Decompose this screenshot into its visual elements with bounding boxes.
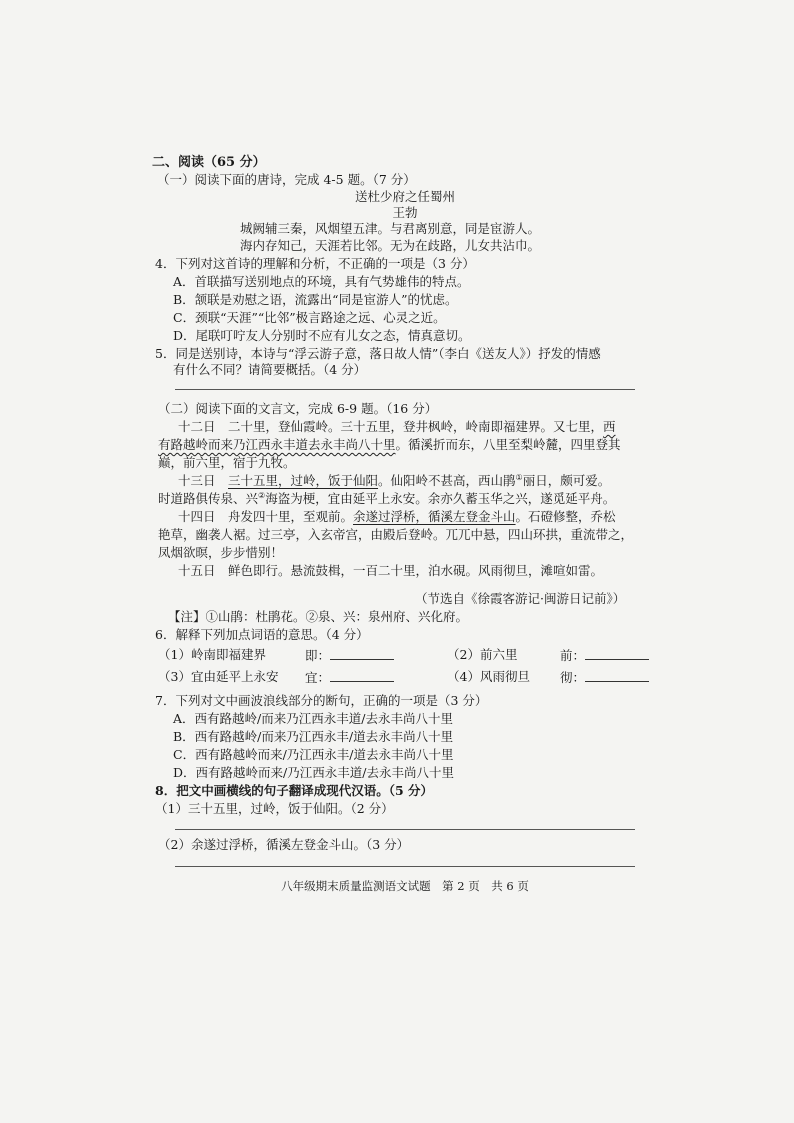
q8-answer-line-1[interactable] — [175, 829, 635, 830]
q8-stem: 8．把文中画横线的句子翻译成现代汉语。（5 分） — [155, 783, 433, 798]
passage-p2-line1 — [178, 473, 610, 489]
passage-text: 十二日 二十里，登仙霞岭。三十五里，登井枫岭，岭南即福建界。又七里， — [178, 419, 604, 434]
section-heading: 二、阅读（65 分） — [152, 155, 266, 170]
wavy-segment: 西 — [603, 419, 616, 434]
q6-blank-4[interactable] — [585, 669, 649, 682]
q6-blank-2[interactable] — [585, 647, 649, 660]
q4-stem: 4．下列对这首诗的理解和分析，不正确的一项是（3 分） — [155, 256, 475, 271]
q4-option-c: C．颈联“天涯”“比邻”极言路途之远、心灵之近。 — [173, 310, 446, 325]
q8-answer-line-2[interactable] — [175, 866, 635, 867]
q4-option-b: B．颔联是劝慰之语，流露出“同是宦游人”的忧虑。 — [173, 292, 458, 307]
passage-p3-line1 — [178, 509, 616, 525]
q7-option-a: A．西有路越岭/而来乃江西永丰道/去永丰尚八十里 — [173, 711, 453, 726]
q7-stem: 7．下列对文中画波浪线部分的断句，正确的一项是（3 分） — [155, 693, 488, 708]
passage-p2-line2 — [158, 491, 615, 507]
q6-phrase: （2）前六里 — [447, 647, 518, 662]
q7-option-b: B．西有路越岭/而来乃江西永丰/道去永丰尚八十里 — [173, 729, 454, 744]
passage-source: （节选自《徐霞客游记·闽游日记前》） — [415, 591, 626, 606]
q6-item-4 — [447, 669, 530, 685]
passage-text: 十三日 — [178, 473, 229, 488]
part1-intro: （一）阅读下面的唐诗，完成 4-5 题。（7 分） — [157, 172, 416, 187]
passage-text: 。循溪折而东，八里至梨岭麓，四里登其 — [395, 437, 621, 452]
q6-stem: 6．解释下列加点词语的意思。（4 分） — [155, 627, 369, 642]
passage-p1-line1 — [178, 419, 616, 435]
passage-text: 丽日，颇可爱。 — [522, 473, 611, 488]
wavy-segment: 有路越岭而来乃江西永丰道去永丰尚八十里 — [158, 437, 396, 452]
passage-text: 时道路俱传泉、兴 — [158, 491, 259, 506]
q6-word: 即： — [305, 648, 331, 663]
q6-item-3 — [158, 669, 278, 685]
q5-stem-2: 有什么不同？请简要概括。（4 分） — [173, 362, 367, 377]
q6-item-2 — [447, 647, 517, 663]
q6-blank-1[interactable] — [330, 647, 394, 660]
q5-answer-line[interactable] — [175, 389, 635, 390]
q6-item-1 — [158, 647, 266, 663]
passage-p4-line1: 十五日 鲜色即行。悬流鼓楫，一百二十里，泊水硯。风雨彻旦，滩喧如雷。 — [178, 563, 604, 578]
underlined-sentence: 三十五里，过岭，饭于仙阳 — [228, 473, 379, 488]
part2-intro: （二）阅读下面的文言文，完成 6-9 题。（16 分） — [158, 401, 438, 416]
q4-option-a: A．首联描写送别地点的环境，具有气势雄伟的特点。 — [173, 274, 470, 289]
poem-line-2: 海内存知己，天涯若比邻。无为在歧路，儿女共沾巾。 — [240, 238, 541, 253]
passage-text: 海盗为梗，宜由延平上永安。余亦久蓄玉华之兴，遂觅延平舟。 — [265, 491, 616, 506]
passage-text: 。仙阳岭不甚高，西山鹃 — [378, 473, 516, 488]
passage-p3-line2: 艳草，幽袭人裾。过三亭，入玄帝宫，由殿后登岭。兀兀中悬，四山环拱，重流带之， — [158, 527, 634, 542]
page-footer: 八年级期末质量监测语文试题 第 2 页 共 6 页 — [281, 879, 529, 893]
q6-word-4 — [560, 669, 649, 686]
poem-author: 王勃 — [392, 205, 418, 220]
passage-p3-line3: 凤烟欲暝，步步惜别！ — [158, 545, 284, 560]
q6-word-2 — [560, 647, 649, 664]
passage-p1-line3: 巅，前六里，宿于九牧。 — [158, 455, 296, 470]
note-marker: ① — [515, 472, 523, 482]
passage-text: 十四日 舟发四十里，至观前。 — [178, 509, 354, 524]
q8-item-2: （2）余遂过浮桥，循溪左登金斗山。（3 分） — [158, 837, 410, 852]
q7-option-d: D．西有路越岭而来/乃江西永丰道/去永丰尚八十里 — [173, 765, 454, 780]
q6-word-1 — [305, 647, 394, 664]
q6-word: 前： — [560, 648, 586, 663]
q6-word-3 — [305, 669, 394, 686]
passage-p1-line2 — [158, 437, 621, 453]
q8-item-1: （1）三十五里，过岭，饭于仙阳。（2 分） — [155, 801, 394, 816]
passage-note: 【注】①山鹃：杜鹃花。②泉、兴：泉州府、兴化府。 — [168, 609, 469, 624]
poem-title: 送杜少府之任蜀州 — [354, 189, 455, 204]
underlined-sentence: 余遂过浮桥，循溪左登金斗山 — [353, 509, 516, 524]
q6-phrase: （4）风雨彻旦 — [447, 669, 530, 684]
q4-option-d: D．尾联叮咛友人分别时不应有儿女之态，情真意切。 — [173, 328, 471, 343]
passage-text: 。石磴修整，乔松 — [515, 509, 616, 524]
q6-phrase: （3）宜由延平上永安 — [158, 669, 279, 684]
q6-blank-3[interactable] — [330, 669, 394, 682]
note-marker: ② — [258, 490, 266, 500]
poem-line-1: 城阙辅三秦，风烟望五津。与君离别意，同是宦游人。 — [240, 221, 541, 236]
q6-phrase: （1）岭南即福建界 — [158, 647, 266, 662]
q6-word: 宜： — [305, 670, 331, 685]
q6-word: 彻： — [560, 670, 586, 685]
q7-option-c: C．西有路越岭而来/乃江西永丰/道去永丰尚八十里 — [173, 747, 454, 762]
q5-stem-1: 5．同是送别诗，本诗与“浮云游子意，落日故人情”（李白《送友人》）抒发的情感 — [155, 346, 601, 361]
